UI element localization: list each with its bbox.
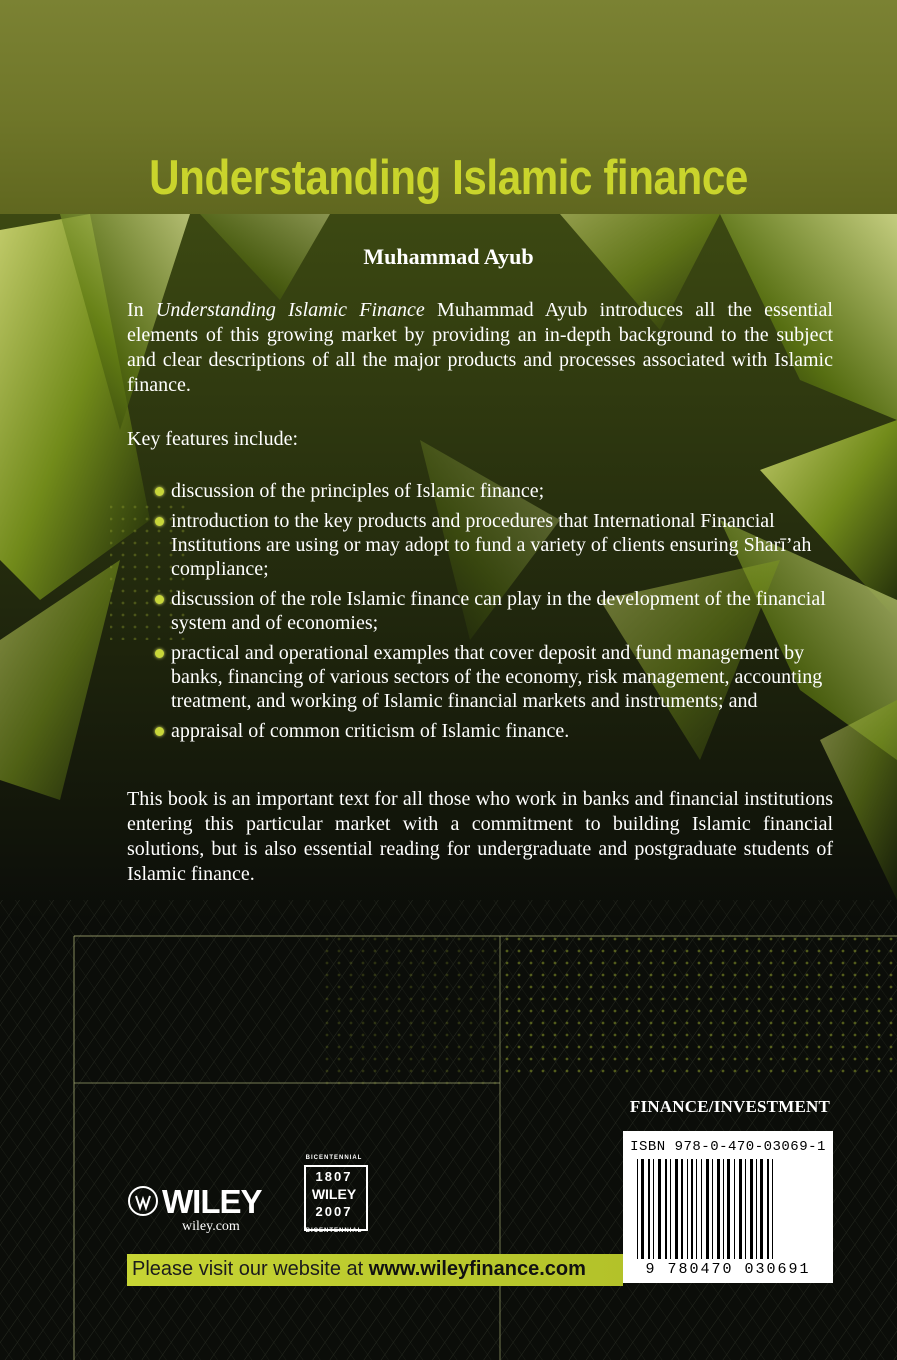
bicentennial-year-end: 2007 [315,1204,353,1219]
wiley-url: wiley.com [182,1219,240,1234]
barcode-bar [745,1159,746,1259]
bullet-icon [155,517,164,526]
wiley-wordmark: WILEY [162,1183,262,1220]
barcode-bar [756,1159,757,1259]
barcode-bar [670,1159,671,1259]
barcode-bar [675,1159,678,1259]
bicentennial-label-bottom: BICENTENNIAL [305,1228,363,1234]
bicentennial-name: WILEY [311,1186,357,1202]
barcode-icon [635,1159,821,1259]
barcode-bar [760,1159,763,1259]
closing-paragraph: This book is an important text for all those who work in banks and financial institutions entering this particular market with a commitment to building Islamic financial solutions, but is also essential reading for undergraduate and postgraduate students of Islamic finance. [127,788,833,885]
wiley-emblem-icon [127,1185,159,1217]
website-link[interactable]: www.wileyfinance.com [368,1258,586,1280]
wiley-logo [127,1183,277,1238]
list-item [155,641,835,713]
barcode-bar [739,1159,742,1259]
bicentennial-logo [296,1157,374,1237]
features-list [155,479,835,749]
barcode-bar [648,1159,650,1259]
barcode-bar [734,1159,735,1259]
features-heading: Key features include: [127,428,299,450]
barcode-digits: 9 780470 030691 [645,1261,811,1278]
feature-text: introduction to the key products and procedures that International Financial Institutions are using or may adopt to fund a variety of clients ensuring Sharī’ah compliance; [171,510,812,580]
barcode-bar [723,1159,724,1259]
list-item [155,479,835,503]
bullet-icon [155,595,164,604]
barcode-bar [767,1159,769,1259]
intro-book-title: Understanding Islamic Finance [155,299,425,321]
website-banner [127,1254,623,1286]
book-title: Understanding Islamic finance [149,151,748,205]
barcode-bar [727,1159,730,1259]
barcode-bar [717,1159,720,1259]
barcode-bar [691,1159,693,1259]
isbn-label: ISBN 978-0-470-03069-1 [630,1139,826,1155]
website-prefix: Please visit our website at [132,1258,369,1280]
barcode-bar [706,1159,709,1259]
author-name: Muhammad Ayub [363,244,534,269]
bicentennial-year-start: 1807 [315,1169,353,1184]
bullet-icon [155,727,164,736]
barcode-bar [712,1159,713,1259]
bullet-icon [155,487,164,496]
list-item [155,587,835,635]
barcode-bar [701,1159,702,1259]
barcode-bar [687,1159,688,1259]
barcode-bar [681,1159,683,1259]
barcode-bar [750,1159,753,1259]
bullet-icon [155,649,164,658]
bicentennial-label-top: BICENTENNIAL [305,1155,363,1161]
barcode-bar [665,1159,667,1259]
category-label: FINANCE/INVESTMENT [629,1097,830,1116]
barcode-bar [772,1159,773,1259]
feature-text: discussion of the principles of Islamic finance; [171,480,545,502]
barcode-bar [653,1159,654,1259]
barcode-bar [641,1159,644,1259]
feature-text: discussion of the role Islamic finance can play in the development of the financial system and of economies; [171,588,826,634]
barcode-bar [658,1159,661,1259]
barcode-bar [637,1159,638,1259]
intro-prefix: In [127,299,156,321]
feature-text: appraisal of common criticism of Islamic finance. [171,720,570,742]
list-item [155,509,835,581]
list-item [155,719,835,743]
intro-body: Muhammad Ayub introduces all the essential elements of this growing market by providing an in-depth background to the subject and clear descriptions of all the major products and processes associated with Islamic finance. [127,299,833,396]
feature-text: practical and operational examples that cover deposit and fund management by banks, financing of various sectors of the economy, risk management, accounting treatment, and working of Islamic financial markets and instruments; and [171,642,823,712]
barcode-bar [696,1159,697,1259]
isbn-barcode [623,1131,833,1283]
website-text [132,1258,586,1281]
intro-paragraph [127,298,833,398]
